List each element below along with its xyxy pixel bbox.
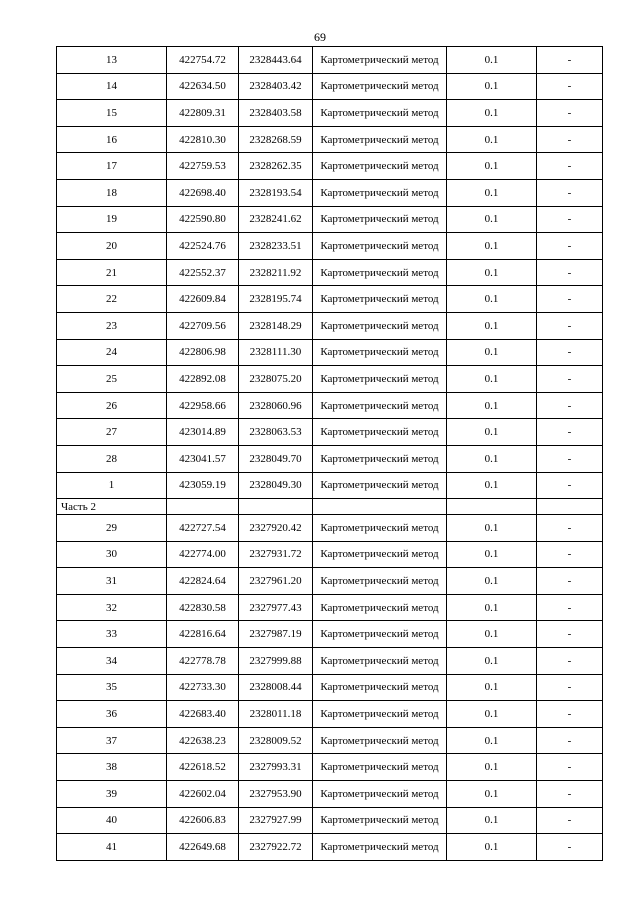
dash-cell: - [537,73,603,100]
point-number-cell: 34 [57,648,167,675]
accuracy-cell: 0.1 [447,259,537,286]
accuracy-cell: 0.1 [447,286,537,313]
dash-cell: - [537,834,603,861]
point-number-cell: 23 [57,312,167,339]
point-number-cell: 40 [57,807,167,834]
table-row [57,100,603,127]
dash-cell: - [537,648,603,675]
accuracy-cell: 0.1 [447,568,537,595]
point-number-cell: 21 [57,259,167,286]
table-row [57,727,603,754]
y-coordinate-cell: 2328063.53 [239,419,313,446]
y-coordinate-cell: 2327922.72 [239,834,313,861]
empty-cell [313,499,447,515]
table-row [57,621,603,648]
accuracy-cell: 0.1 [447,339,537,366]
accuracy-cell: 0.1 [447,648,537,675]
method-cell: Картометрический метод [313,259,447,286]
dash-cell: - [537,472,603,499]
point-number-cell: 26 [57,392,167,419]
dash-cell: - [537,807,603,834]
accuracy-cell: 0.1 [447,727,537,754]
point-number-cell: 32 [57,594,167,621]
dash-cell: - [537,392,603,419]
x-coordinate-cell: 422609.84 [167,286,239,313]
x-coordinate-cell: 422824.64 [167,568,239,595]
y-coordinate-cell: 2328009.52 [239,727,313,754]
table-row [57,126,603,153]
dash-cell: - [537,701,603,728]
point-number-cell: 30 [57,541,167,568]
y-coordinate-cell: 2328268.59 [239,126,313,153]
table-row [57,445,603,472]
dash-cell: - [537,594,603,621]
method-cell: Картометрический метод [313,674,447,701]
x-coordinate-cell: 422709.56 [167,312,239,339]
point-number-cell: 16 [57,126,167,153]
x-coordinate-cell: 423059.19 [167,472,239,499]
y-coordinate-cell: 2328443.64 [239,47,313,74]
y-coordinate-cell: 2327920.42 [239,515,313,542]
method-cell: Картометрический метод [313,153,447,180]
y-coordinate-cell: 2327927.99 [239,807,313,834]
point-number-cell: 1 [57,472,167,499]
table-row [57,73,603,100]
accuracy-cell: 0.1 [447,153,537,180]
method-cell: Картометрический метод [313,419,447,446]
point-number-cell: 28 [57,445,167,472]
dash-cell: - [537,312,603,339]
x-coordinate-cell: 422816.64 [167,621,239,648]
x-coordinate-cell: 422602.04 [167,781,239,808]
method-cell: Картометрический метод [313,392,447,419]
table-row [57,648,603,675]
method-cell: Картометрический метод [313,568,447,595]
dash-cell: - [537,339,603,366]
x-coordinate-cell: 422733.30 [167,674,239,701]
table-row [57,366,603,393]
y-coordinate-cell: 2328195.74 [239,286,313,313]
method-cell: Картометрический метод [313,339,447,366]
point-number-cell: 41 [57,834,167,861]
table-row [57,179,603,206]
y-coordinate-cell: 2328011.18 [239,701,313,728]
method-cell: Картометрический метод [313,648,447,675]
y-coordinate-cell: 2328403.42 [239,73,313,100]
method-cell: Картометрический метод [313,233,447,260]
x-coordinate-cell: 422590.80 [167,206,239,233]
y-coordinate-cell: 2328211.92 [239,259,313,286]
x-coordinate-cell: 422759.53 [167,153,239,180]
dash-cell: - [537,541,603,568]
table-row [57,153,603,180]
x-coordinate-cell: 422698.40 [167,179,239,206]
point-number-cell: 17 [57,153,167,180]
dash-cell: - [537,674,603,701]
point-number-cell: 13 [57,47,167,74]
table-row [57,339,603,366]
x-coordinate-cell: 422727.54 [167,515,239,542]
x-coordinate-cell: 423041.57 [167,445,239,472]
y-coordinate-cell: 2327931.72 [239,541,313,568]
table-row [57,594,603,621]
x-coordinate-cell: 422649.68 [167,834,239,861]
method-cell: Картометрический метод [313,834,447,861]
method-cell: Картометрический метод [313,807,447,834]
table-row [57,392,603,419]
method-cell: Картометрический метод [313,206,447,233]
accuracy-cell: 0.1 [447,73,537,100]
table-row [57,259,603,286]
x-coordinate-cell: 422806.98 [167,339,239,366]
table-row [57,286,603,313]
table-row [57,807,603,834]
accuracy-cell: 0.1 [447,674,537,701]
method-cell: Картометрический метод [313,594,447,621]
accuracy-cell: 0.1 [447,781,537,808]
x-coordinate-cell: 422606.83 [167,807,239,834]
dash-cell: - [537,754,603,781]
point-number-cell: 18 [57,179,167,206]
table-row [57,312,603,339]
empty-cell [167,499,239,515]
y-coordinate-cell: 2328241.62 [239,206,313,233]
x-coordinate-cell: 422634.50 [167,73,239,100]
table-row [57,472,603,499]
method-cell: Картометрический метод [313,47,447,74]
point-number-cell: 15 [57,100,167,127]
point-number-cell: 38 [57,754,167,781]
table-row [57,233,603,260]
point-number-cell: 36 [57,701,167,728]
accuracy-cell: 0.1 [447,126,537,153]
point-number-cell: 22 [57,286,167,313]
table-row [57,754,603,781]
method-cell: Картометрический метод [313,312,447,339]
y-coordinate-cell: 2328049.70 [239,445,313,472]
accuracy-cell: 0.1 [447,445,537,472]
accuracy-cell: 0.1 [447,515,537,542]
dash-cell: - [537,727,603,754]
table-row [57,701,603,728]
method-cell: Картометрический метод [313,754,447,781]
method-cell: Картометрический метод [313,621,447,648]
y-coordinate-cell: 2328075.20 [239,366,313,393]
dash-cell: - [537,286,603,313]
x-coordinate-cell: 422958.66 [167,392,239,419]
accuracy-cell: 0.1 [447,472,537,499]
y-coordinate-cell: 2328233.51 [239,233,313,260]
accuracy-cell: 0.1 [447,392,537,419]
point-number-cell: 31 [57,568,167,595]
point-number-cell: 39 [57,781,167,808]
x-coordinate-cell: 423014.89 [167,419,239,446]
dash-cell: - [537,621,603,648]
y-coordinate-cell: 2328060.96 [239,392,313,419]
x-coordinate-cell: 422638.23 [167,727,239,754]
point-number-cell: 33 [57,621,167,648]
dash-cell: - [537,47,603,74]
accuracy-cell: 0.1 [447,100,537,127]
method-cell: Картометрический метод [313,701,447,728]
method-cell: Картометрический метод [313,126,447,153]
empty-cell [239,499,313,515]
x-coordinate-cell: 422830.58 [167,594,239,621]
dash-cell: - [537,153,603,180]
point-number-cell: 20 [57,233,167,260]
part-header-row [57,499,603,515]
accuracy-cell: 0.1 [447,419,537,446]
table-row [57,674,603,701]
point-number-cell: 29 [57,515,167,542]
dash-cell: - [537,100,603,127]
accuracy-cell: 0.1 [447,206,537,233]
dash-cell: - [537,419,603,446]
point-number-cell: 35 [57,674,167,701]
y-coordinate-cell: 2328403.58 [239,100,313,127]
method-cell: Картометрический метод [313,100,447,127]
table-row [57,568,603,595]
x-coordinate-cell: 422754.72 [167,47,239,74]
dash-cell: - [537,515,603,542]
accuracy-cell: 0.1 [447,621,537,648]
y-coordinate-cell: 2328193.54 [239,179,313,206]
accuracy-cell: 0.1 [447,312,537,339]
dash-cell: - [537,179,603,206]
y-coordinate-cell: 2328148.29 [239,312,313,339]
table-row [57,419,603,446]
dash-cell: - [537,126,603,153]
y-coordinate-cell: 2327977.43 [239,594,313,621]
method-cell: Картометрический метод [313,781,447,808]
empty-cell [537,499,603,515]
x-coordinate-cell: 422683.40 [167,701,239,728]
table-row [57,515,603,542]
table-row [57,781,603,808]
table-row [57,541,603,568]
point-number-cell: 25 [57,366,167,393]
dash-cell: - [537,233,603,260]
method-cell: Картометрический метод [313,727,447,754]
point-number-cell: 37 [57,727,167,754]
point-number-cell: 14 [57,73,167,100]
x-coordinate-cell: 422774.00 [167,541,239,568]
accuracy-cell: 0.1 [447,754,537,781]
point-number-cell: 27 [57,419,167,446]
y-coordinate-cell: 2328049.30 [239,472,313,499]
dash-cell: - [537,259,603,286]
accuracy-cell: 0.1 [447,701,537,728]
dash-cell: - [537,445,603,472]
accuracy-cell: 0.1 [447,47,537,74]
coordinates-table-body [57,47,603,861]
dash-cell: - [537,366,603,393]
method-cell: Картометрический метод [313,472,447,499]
part-label: Часть 2 [57,499,167,515]
method-cell: Картометрический метод [313,515,447,542]
accuracy-cell: 0.1 [447,594,537,621]
y-coordinate-cell: 2328111.30 [239,339,313,366]
accuracy-cell: 0.1 [447,179,537,206]
accuracy-cell: 0.1 [447,366,537,393]
coordinates-table [56,46,603,861]
y-coordinate-cell: 2327953.90 [239,781,313,808]
accuracy-cell: 0.1 [447,541,537,568]
x-coordinate-cell: 422892.08 [167,366,239,393]
y-coordinate-cell: 2327961.20 [239,568,313,595]
x-coordinate-cell: 422524.76 [167,233,239,260]
y-coordinate-cell: 2327987.19 [239,621,313,648]
table-row [57,47,603,74]
empty-cell [447,499,537,515]
x-coordinate-cell: 422552.37 [167,259,239,286]
point-number-cell: 24 [57,339,167,366]
dash-cell: - [537,206,603,233]
point-number-cell: 19 [57,206,167,233]
x-coordinate-cell: 422778.78 [167,648,239,675]
method-cell: Картометрический метод [313,541,447,568]
method-cell: Картометрический метод [313,366,447,393]
dash-cell: - [537,781,603,808]
method-cell: Картометрический метод [313,445,447,472]
x-coordinate-cell: 422809.31 [167,100,239,127]
x-coordinate-cell: 422618.52 [167,754,239,781]
method-cell: Картометрический метод [313,286,447,313]
method-cell: Картометрический метод [313,73,447,100]
y-coordinate-cell: 2328008.44 [239,674,313,701]
page-number: 69 [314,30,326,44]
accuracy-cell: 0.1 [447,834,537,861]
x-coordinate-cell: 422810.30 [167,126,239,153]
accuracy-cell: 0.1 [447,233,537,260]
y-coordinate-cell: 2327999.88 [239,648,313,675]
table-row [57,834,603,861]
y-coordinate-cell: 2327993.31 [239,754,313,781]
method-cell: Картометрический метод [313,179,447,206]
dash-cell: - [537,568,603,595]
y-coordinate-cell: 2328262.35 [239,153,313,180]
accuracy-cell: 0.1 [447,807,537,834]
table-row [57,206,603,233]
